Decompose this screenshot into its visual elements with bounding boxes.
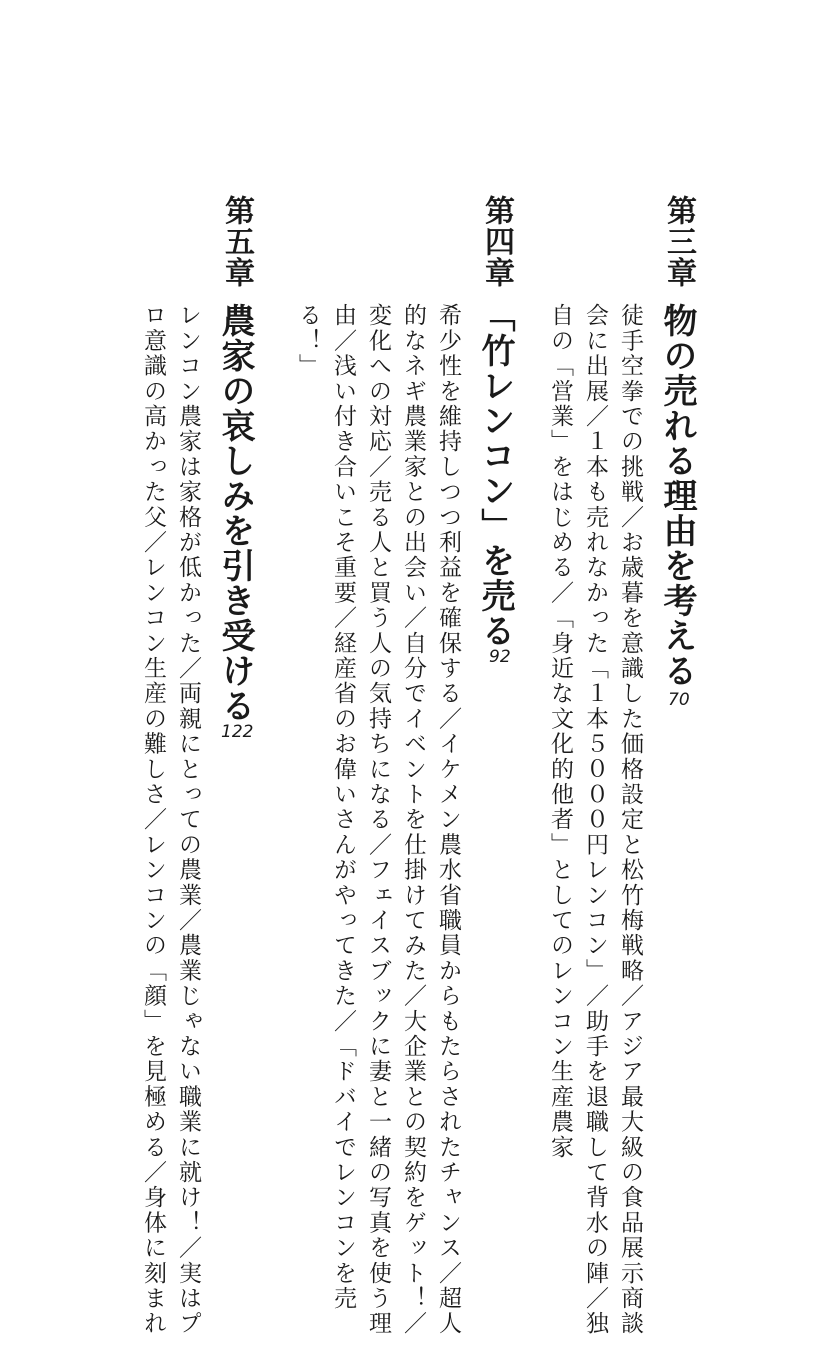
chapter-3-line-3: 自の「営業」をはじめる／「身近な文化的他者」としてのレンコン生産農家 bbox=[547, 303, 573, 1160]
chapter-4-line-3: 変化への対応／売る人と買う人の気持ちになる／フェイスブックに妻と一緒の写真を使う理 bbox=[365, 303, 391, 1337]
chapter-3-line-1: 徒手空拳での挑戦／お歳暮を意識した価格設定と松竹梅戦略／アジア最大級の食品展示商談 bbox=[617, 303, 643, 1337]
chapter-3-line-2: 会に出展／１本も売れなかった「１本５０００円レンコン」／助手を退職して背水の陣／独 bbox=[582, 303, 608, 1337]
chapter-4-label: 第四章 bbox=[479, 195, 514, 288]
chapter-4-page-number: 92 bbox=[489, 647, 511, 667]
chapter-3-page-number: 70 bbox=[668, 690, 690, 710]
chapter-4-line-2: 的なネギ農業家との出会い／自分でイベントを仕掛けてみた／大企業との契約をゲット！／ bbox=[400, 303, 426, 1337]
chapter-3-title: 物の売れる理由を考える bbox=[657, 303, 697, 688]
chapter-5-page-number: 122 bbox=[221, 722, 254, 742]
chapter-5-line-1: レンコン農家は家格が低かった／両親にとっての農業／農業じゃない職業に就け！／実はプ bbox=[175, 303, 201, 1337]
chapter-5-line-2: ロ意識の高かった父／レンコン生産の難しさ／レンコンの「顔」を見極める／身体に刻まれ bbox=[140, 303, 166, 1337]
chapter-5-title: 農家の哀しみを引き受ける bbox=[215, 303, 255, 723]
chapter-4-line-5: る！」 bbox=[295, 303, 321, 379]
chapter-4-line-1: 希少性を維持しつつ利益を確保する／イケメン農水省職員からもたらされたチャンス／超人 bbox=[435, 303, 461, 1337]
chapter-4-title: 「竹レンコン」を売る bbox=[475, 298, 515, 648]
chapter-3-label: 第三章 bbox=[661, 195, 696, 288]
chapter-5-label: 第五章 bbox=[219, 195, 254, 288]
chapter-4-line-4: 由／浅い付き合いこそ重要／経産省のお偉いさんがやってきた／「ドバイでレンコンを売 bbox=[330, 303, 356, 1311]
